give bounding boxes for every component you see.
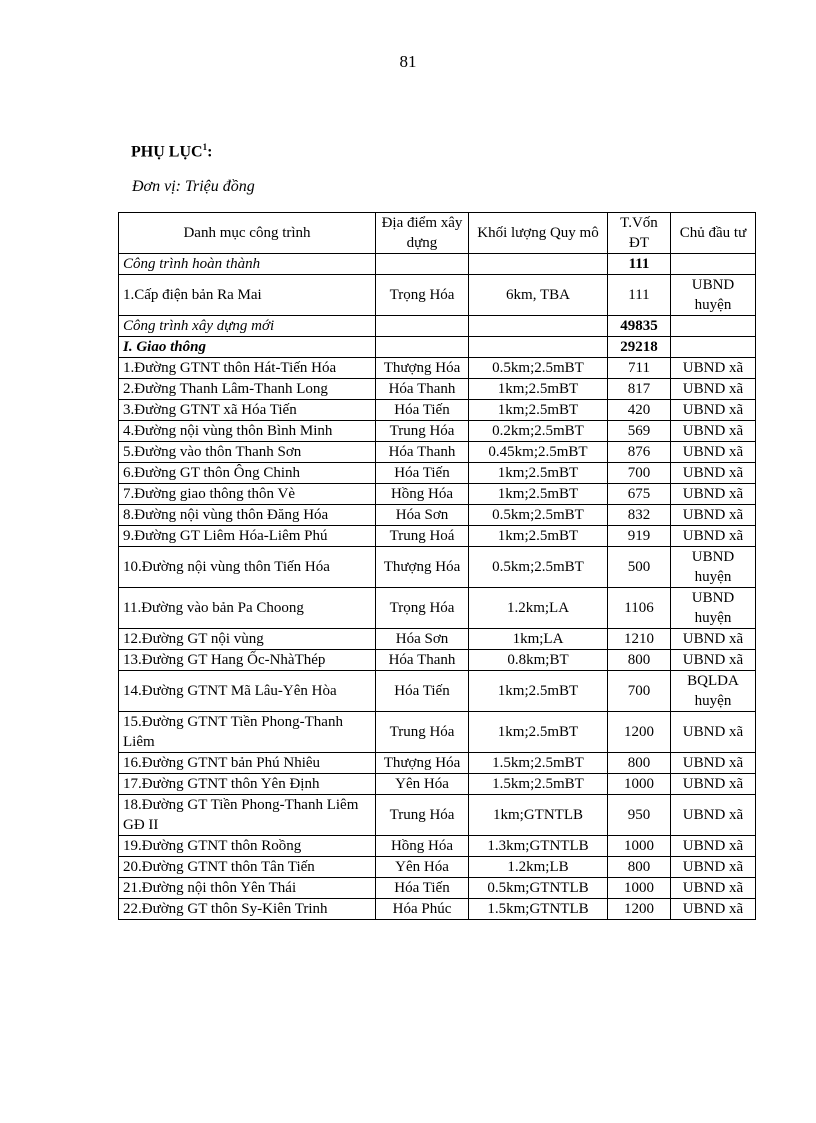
location-cell: Hóa Tiến: [376, 463, 469, 484]
table-row: [119, 836, 756, 857]
project-name-cell: 14.Đường GTNT Mã Lâu-Yên Hòa: [119, 671, 376, 712]
capital-cell: 1000: [608, 878, 671, 899]
project-name-cell: 10.Đường nội vùng thôn Tiến Hóa: [119, 547, 376, 588]
investor-cell: UBND xã: [671, 836, 756, 857]
location-cell: Trọng Hóa: [376, 275, 469, 316]
table-row: [119, 254, 756, 275]
project-name-cell: 3.Đường GTNT xã Hóa Tiến: [119, 400, 376, 421]
investor-cell: UBND xã: [671, 857, 756, 878]
appendix-heading: [131, 142, 212, 161]
location-cell: Thượng Hóa: [376, 753, 469, 774]
capital-cell: 950: [608, 795, 671, 836]
scale-cell: [469, 254, 608, 275]
location-cell: Trọng Hóa: [376, 588, 469, 629]
location-cell: Thượng Hóa: [376, 358, 469, 379]
capital-cell: 817: [608, 379, 671, 400]
table-row: [119, 337, 756, 358]
table-row: [119, 421, 756, 442]
scale-cell: 1km;2.5mBT: [469, 400, 608, 421]
table-row: [119, 795, 756, 836]
scale-cell: 1km;2.5mBT: [469, 526, 608, 547]
table-row: [119, 671, 756, 712]
location-cell: Hóa Sơn: [376, 629, 469, 650]
investor-cell: [671, 337, 756, 358]
investor-cell: UBND xã: [671, 712, 756, 753]
table-row: [119, 857, 756, 878]
project-name-cell: 5.Đường vào thôn Thanh Sơn: [119, 442, 376, 463]
scale-cell: 0.5km;2.5mBT: [469, 358, 608, 379]
table-row: [119, 629, 756, 650]
scale-cell: 0.5km;2.5mBT: [469, 547, 608, 588]
capital-cell: 1200: [608, 712, 671, 753]
capital-cell: 420: [608, 400, 671, 421]
scale-cell: 0.5km;GTNTLB: [469, 878, 608, 899]
investor-cell: UBND xã: [671, 463, 756, 484]
scale-cell: 1.5km;2.5mBT: [469, 774, 608, 795]
scale-cell: 1.3km;GTNTLB: [469, 836, 608, 857]
table-row: [119, 463, 756, 484]
capital-cell: 675: [608, 484, 671, 505]
table-row: [119, 899, 756, 920]
project-name-cell: 15.Đường GTNT Tiền Phong-Thanh Liêm: [119, 712, 376, 753]
capital-cell: 500: [608, 547, 671, 588]
scale-cell: 0.2km;2.5mBT: [469, 421, 608, 442]
capital-cell: 800: [608, 650, 671, 671]
location-cell: Hóa Thanh: [376, 442, 469, 463]
project-name-cell: 4.Đường nội vùng thôn Bình Minh: [119, 421, 376, 442]
project-name-cell: Công trình xây dựng mới: [119, 316, 376, 337]
investor-cell: UBND xã: [671, 442, 756, 463]
investor-cell: [671, 316, 756, 337]
scale-cell: 1.2km;LB: [469, 857, 608, 878]
location-cell: Trung Hóa: [376, 795, 469, 836]
investor-cell: UBND xã: [671, 379, 756, 400]
scale-cell: 1km;2.5mBT: [469, 671, 608, 712]
location-cell: Hóa Tiến: [376, 878, 469, 899]
investor-cell: UBND xã: [671, 421, 756, 442]
footnote-marker[interactable]: 1: [202, 142, 208, 152]
table-row: [119, 526, 756, 547]
header-investor: Chủ đầu tư: [671, 213, 756, 254]
investor-cell: UBND xã: [671, 899, 756, 920]
location-cell: Trung Hoá: [376, 526, 469, 547]
capital-cell: 919: [608, 526, 671, 547]
location-cell: Hóa Tiến: [376, 400, 469, 421]
project-name-cell: 7.Đường giao thông thôn Vè: [119, 484, 376, 505]
scale-cell: 1km;LA: [469, 629, 608, 650]
capital-cell: 832: [608, 505, 671, 526]
project-name-cell: 1.Cấp điện bản Ra Mai: [119, 275, 376, 316]
investor-cell: UBND xã: [671, 505, 756, 526]
table-row: [119, 358, 756, 379]
capital-cell: 1106: [608, 588, 671, 629]
table-row: [119, 878, 756, 899]
page-number: 81: [399, 52, 417, 71]
project-name-cell: 17.Đường GTNT thôn Yên Định: [119, 774, 376, 795]
location-cell: Hồng Hóa: [376, 484, 469, 505]
unit-note: Đơn vị: Triệu đồng: [132, 178, 255, 195]
project-name-cell: 11.Đường vào bản Pa Choong: [119, 588, 376, 629]
location-cell: Hóa Thanh: [376, 650, 469, 671]
header-project-list: Danh mục công trình: [119, 213, 376, 254]
table-row: [119, 505, 756, 526]
table-row: [119, 275, 756, 316]
capital-cell: 1000: [608, 774, 671, 795]
project-name-cell: Công trình hoàn thành: [119, 254, 376, 275]
scale-cell: 1.2km;LA: [469, 588, 608, 629]
capital-cell: 1210: [608, 629, 671, 650]
scale-cell: 1.5km;GTNTLB: [469, 899, 608, 920]
location-cell: [376, 254, 469, 275]
capital-cell: 49835: [608, 316, 671, 337]
investor-cell: UBND xã: [671, 774, 756, 795]
capital-cell: 876: [608, 442, 671, 463]
capital-cell: 29218: [608, 337, 671, 358]
scale-cell: 1km;GTNTLB: [469, 795, 608, 836]
table-row: [119, 650, 756, 671]
table-row: [119, 774, 756, 795]
capital-cell: 711: [608, 358, 671, 379]
table-row: [119, 547, 756, 588]
capital-cell: 800: [608, 753, 671, 774]
investor-cell: UBND xã: [671, 650, 756, 671]
project-name-cell: 9.Đường GT Liêm Hóa-Liêm Phú: [119, 526, 376, 547]
investor-cell: [671, 254, 756, 275]
location-cell: Trung Hóa: [376, 421, 469, 442]
project-name-cell: 6.Đường GT thôn Ông Chinh: [119, 463, 376, 484]
investment-table: [118, 212, 756, 920]
table-row: [119, 316, 756, 337]
scale-cell: 6km, TBA: [469, 275, 608, 316]
investor-cell: UBND huyện: [671, 275, 756, 316]
location-cell: Hóa Tiến: [376, 671, 469, 712]
investor-cell: BQLDA huyện: [671, 671, 756, 712]
location-cell: Hồng Hóa: [376, 836, 469, 857]
header-scale: Khối lượng Quy mô: [469, 213, 608, 254]
location-cell: Hóa Thanh: [376, 379, 469, 400]
investor-cell: UBND xã: [671, 526, 756, 547]
investor-cell: UBND xã: [671, 795, 756, 836]
project-name-cell: 8.Đường nội vùng thôn Đăng Hóa: [119, 505, 376, 526]
investor-cell: UBND xã: [671, 878, 756, 899]
table-header-row: [119, 213, 756, 254]
project-name-cell: 1.Đường GTNT thôn Hát-Tiến Hóa: [119, 358, 376, 379]
investor-cell: UBND xã: [671, 484, 756, 505]
scale-cell: 1km;2.5mBT: [469, 463, 608, 484]
scale-cell: 1.5km;2.5mBT: [469, 753, 608, 774]
appendix-heading-text: PHỤ LỤC: [131, 143, 203, 161]
investor-cell: UBND xã: [671, 753, 756, 774]
table-row: [119, 753, 756, 774]
project-name-cell: 22.Đường GT thôn Sy-Kiên Trinh: [119, 899, 376, 920]
investor-cell: UBND xã: [671, 629, 756, 650]
capital-cell: 700: [608, 463, 671, 484]
capital-cell: 111: [608, 275, 671, 316]
project-name-cell: 16.Đường GTNT bản Phú Nhiêu: [119, 753, 376, 774]
location-cell: Yên Hóa: [376, 857, 469, 878]
scale-cell: 0.8km;BT: [469, 650, 608, 671]
table-row: [119, 379, 756, 400]
capital-cell: 111: [608, 254, 671, 275]
scale-cell: 0.5km;2.5mBT: [469, 505, 608, 526]
table-row: [119, 400, 756, 421]
location-cell: Thượng Hóa: [376, 547, 469, 588]
capital-cell: 1000: [608, 836, 671, 857]
location-cell: Hóa Phúc: [376, 899, 469, 920]
scale-cell: 1km;2.5mBT: [469, 379, 608, 400]
table-row: [119, 588, 756, 629]
investor-cell: UBND xã: [671, 400, 756, 421]
table-row: [119, 484, 756, 505]
table-body: [119, 254, 756, 920]
project-name-cell: 18.Đường GT Tiền Phong-Thanh Liêm GĐ II: [119, 795, 376, 836]
location-cell: [376, 316, 469, 337]
location-cell: [376, 337, 469, 358]
appendix-heading-suffix: :: [207, 143, 213, 161]
table-row: [119, 442, 756, 463]
scale-cell: [469, 337, 608, 358]
capital-cell: 700: [608, 671, 671, 712]
location-cell: Hóa Sơn: [376, 505, 469, 526]
project-name-cell: 20.Đường GTNT thôn Tân Tiến: [119, 857, 376, 878]
table-row: [119, 712, 756, 753]
project-name-cell: 19.Đường GTNT thôn Roồng: [119, 836, 376, 857]
scale-cell: [469, 316, 608, 337]
scale-cell: 0.45km;2.5mBT: [469, 442, 608, 463]
project-name-cell: 12.Đường GT nội vùng: [119, 629, 376, 650]
investor-cell: UBND huyện: [671, 547, 756, 588]
capital-cell: 569: [608, 421, 671, 442]
scale-cell: 1km;2.5mBT: [469, 484, 608, 505]
location-cell: Trung Hóa: [376, 712, 469, 753]
location-cell: Yên Hóa: [376, 774, 469, 795]
investor-cell: UBND huyện: [671, 588, 756, 629]
project-name-cell: 2.Đường Thanh Lâm-Thanh Long: [119, 379, 376, 400]
capital-cell: 800: [608, 857, 671, 878]
investor-cell: UBND xã: [671, 358, 756, 379]
project-name-cell: 21.Đường nội thôn Yên Thái: [119, 878, 376, 899]
project-name-cell: I. Giao thông: [119, 337, 376, 358]
scale-cell: 1km;2.5mBT: [469, 712, 608, 753]
project-name-cell: 13.Đường GT Hang Ốc-NhàThép: [119, 650, 376, 671]
capital-cell: 1200: [608, 899, 671, 920]
header-location: Địa điểm xây dựng: [376, 213, 469, 254]
header-total-capital: T.Vốn ĐT: [608, 213, 671, 254]
